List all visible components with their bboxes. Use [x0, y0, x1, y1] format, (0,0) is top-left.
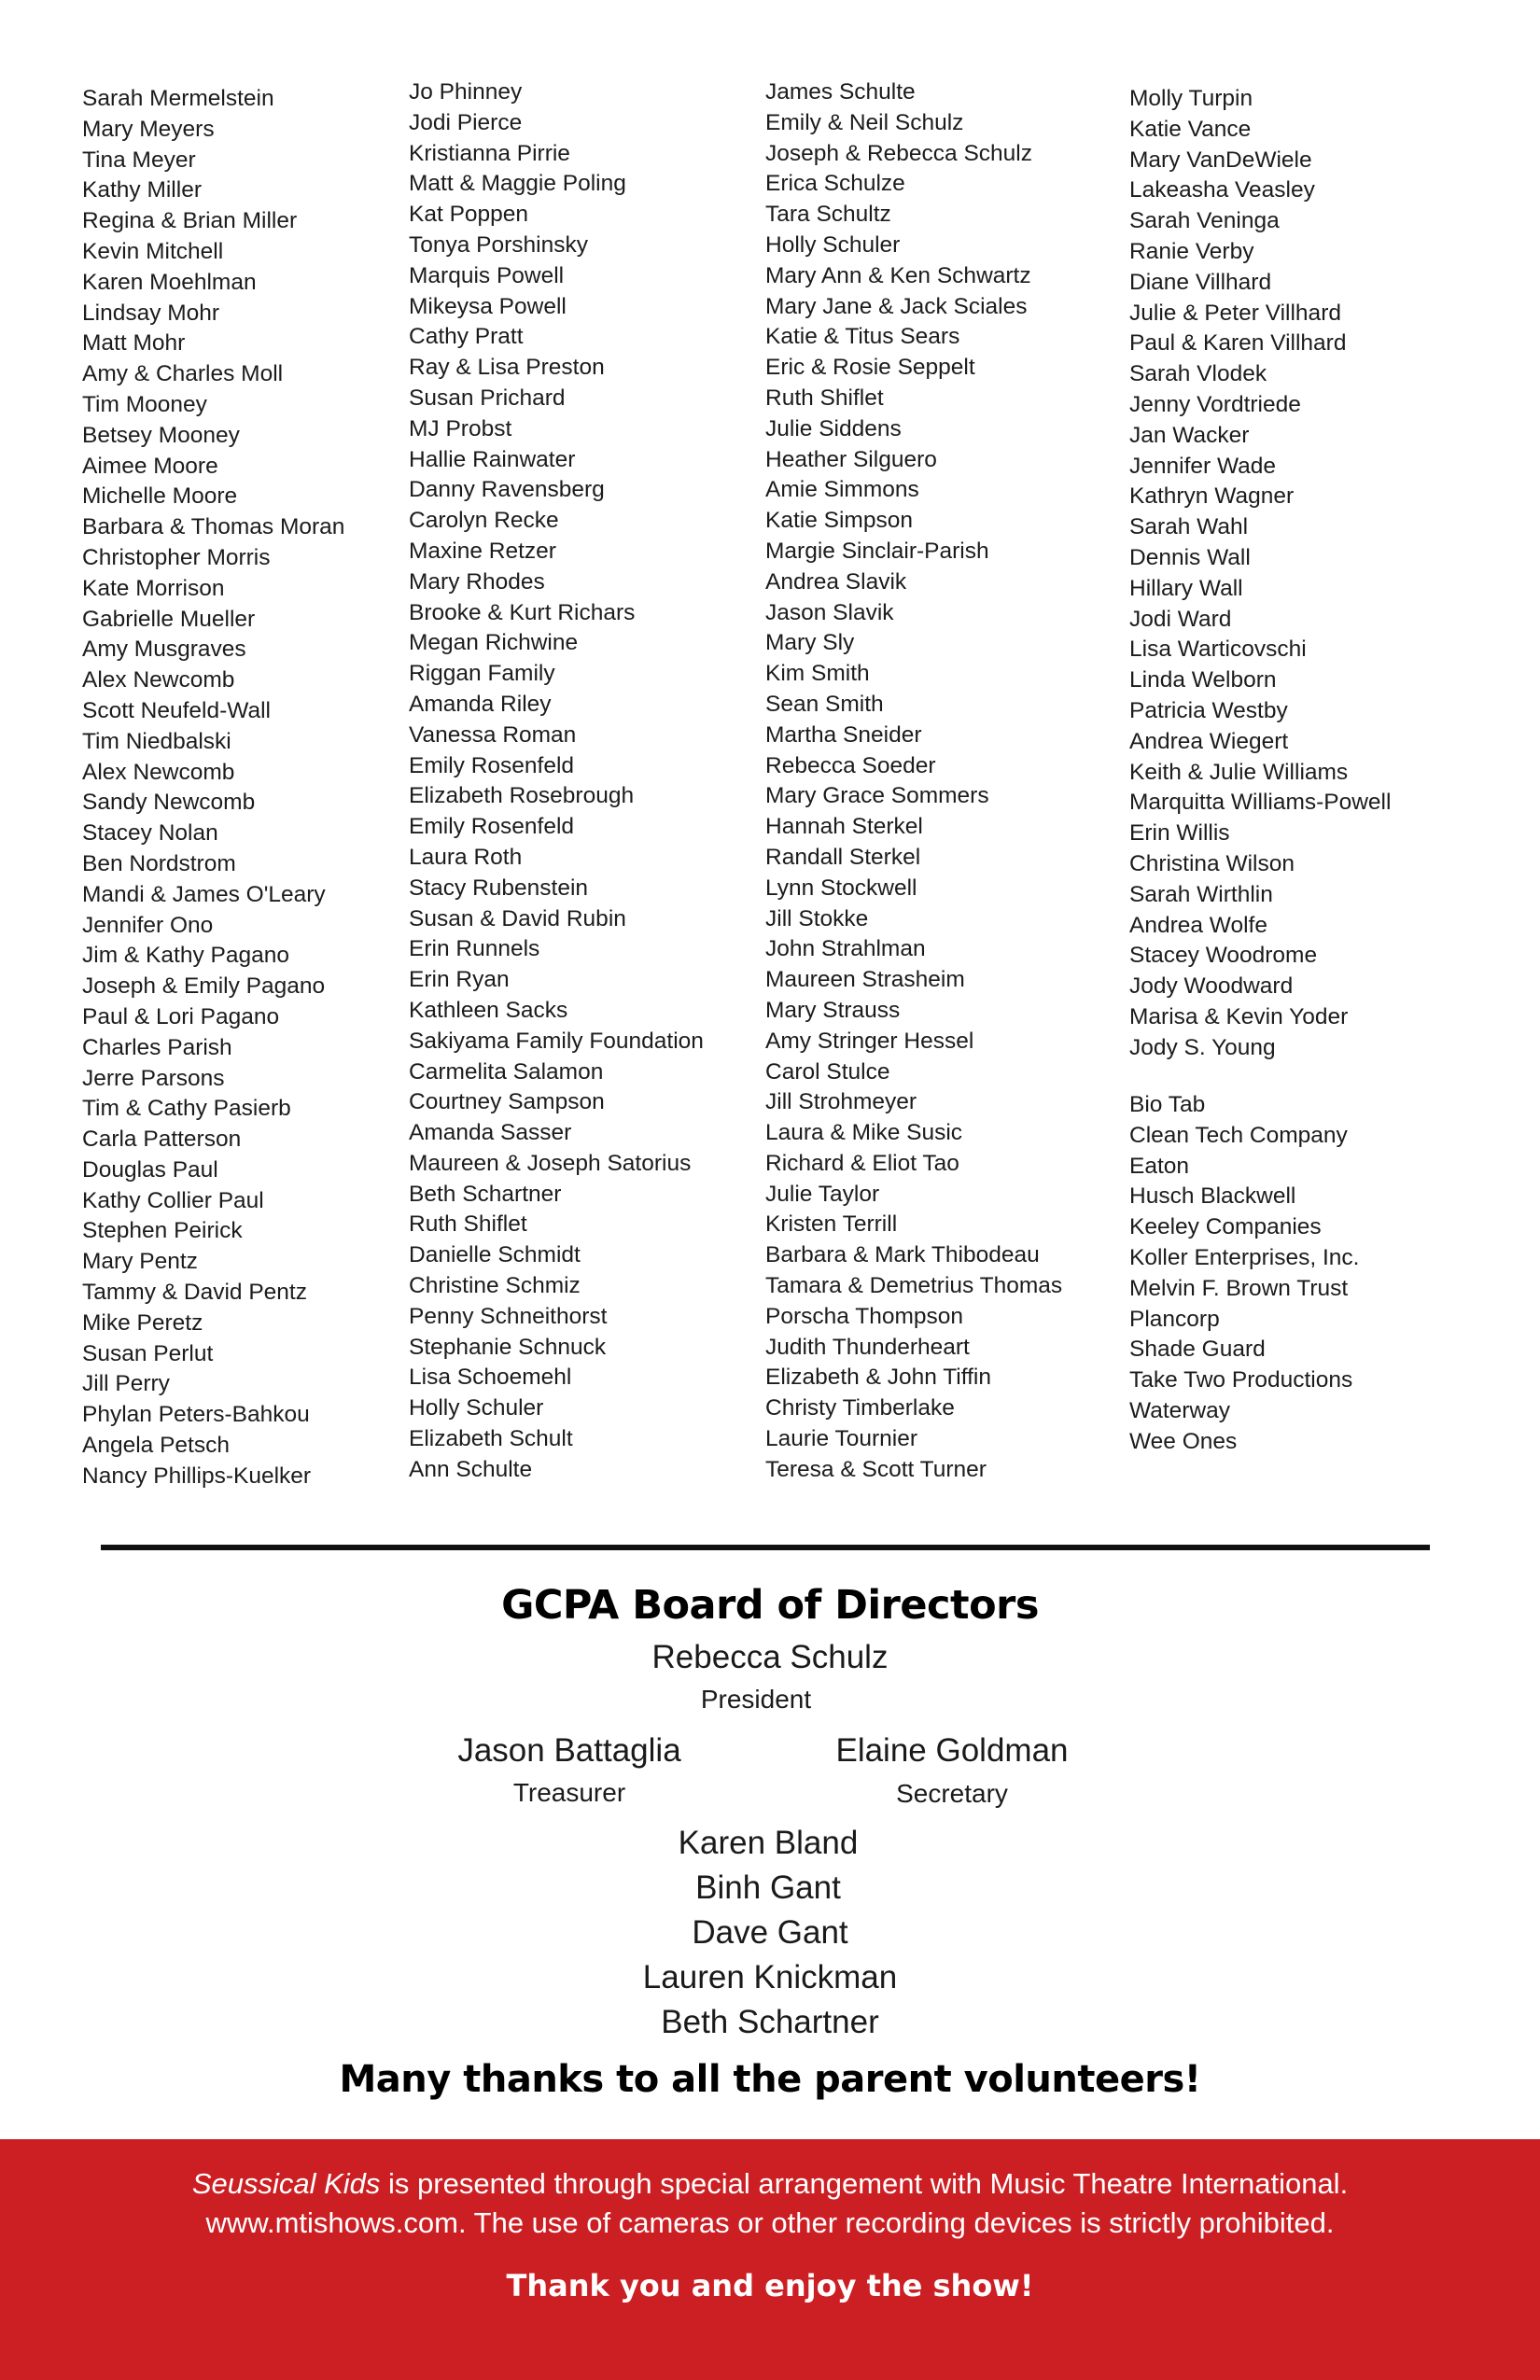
treasurer-name: Jason Battaglia — [457, 1732, 681, 1769]
patron-name: Rebecca Soeder — [765, 752, 936, 778]
patron-name: Kathleen Sacks — [409, 997, 568, 1023]
patron-name: Stacy Rubenstein — [409, 875, 589, 901]
secretary-role: Secretary — [896, 1779, 1008, 1808]
patron-name: Charles Parish — [82, 1034, 232, 1060]
patron-name: Koller Enterprises, Inc. — [1129, 1244, 1360, 1270]
patron-name: Plancorp — [1129, 1306, 1220, 1332]
patron-name: Stacey Nolan — [82, 820, 218, 847]
patron-name: Kevin Mitchell — [82, 238, 224, 264]
board-member: Karen Bland — [678, 1825, 859, 1861]
patron-name: Danny Ravensberg — [409, 477, 605, 503]
patron-name: Jodi Pierce — [409, 109, 523, 135]
board-title: GCPA Board of Directors — [501, 1582, 1039, 1629]
show-title: Seussical Kids — [191, 2167, 381, 2200]
patron-column-3 — [765, 77, 1062, 1486]
patron-name: Elizabeth Schult — [409, 1426, 573, 1452]
patron-name: Carol Stulce — [765, 1058, 890, 1085]
patron-name: Hallie Rainwater — [409, 446, 576, 472]
patron-name: Wee Ones — [1129, 1428, 1238, 1454]
footer-rights-line — [0, 2167, 1540, 2201]
patron-name: Molly Turpin — [1129, 86, 1253, 111]
patron-name: Beth Schartner — [409, 1181, 562, 1207]
patron-name: Sarah Mermelstein — [82, 86, 274, 111]
patron-name: Jill Strohmeyer — [765, 1089, 917, 1115]
patron-name: Tim & Cathy Pasierb — [82, 1096, 291, 1122]
patron-name: Mary Pentz — [82, 1249, 198, 1275]
patron-name: Megan Richwine — [409, 630, 579, 656]
patron-name: Martha Sneider — [765, 721, 922, 748]
patron-name: Jerre Parsons — [82, 1065, 225, 1091]
patron-name: Kat Poppen — [409, 202, 529, 228]
patron-name: Laura & Mike Susic — [765, 1120, 963, 1146]
patron-name: Emily & Neil Schulz — [765, 109, 964, 135]
patron-name: Take Two Productions — [1129, 1367, 1353, 1393]
patron-name: Christine Schmiz — [409, 1273, 581, 1299]
patron-name: Marquis Powell — [409, 262, 565, 288]
patron-name: Julie Taylor — [765, 1181, 880, 1207]
patron-name: Katie Vance — [1129, 116, 1252, 142]
patron-name: Carla Patterson — [82, 1127, 242, 1153]
patron-name: Linda Welborn — [1129, 667, 1277, 693]
patron-name: Teresa & Scott Turner — [765, 1456, 987, 1482]
patron-name: Maureen & Joseph Satorius — [409, 1150, 692, 1176]
patron-name: Elizabeth & John Tiffin — [765, 1365, 991, 1391]
patron-name: Lindsay Mohr — [82, 300, 220, 326]
patron-name: Judith Thunderheart — [765, 1334, 970, 1360]
patron-name: Husch Blackwell — [1129, 1183, 1296, 1210]
patron-name: Betsey Mooney — [82, 422, 240, 448]
patron-name: Holly Schuler — [409, 1395, 544, 1421]
volunteer-thanks: Many thanks to all the parent volunteers! — [339, 2058, 1201, 2101]
patron-name: Laura Roth — [409, 844, 523, 870]
board-member: Dave Gant — [692, 1914, 848, 1951]
patron-name: Julie Siddens — [765, 415, 902, 441]
patron-name: Erin Runnels — [409, 936, 540, 962]
patron-name: Tonya Porshinsky — [409, 231, 589, 258]
patron-name: Patricia Westby — [1129, 697, 1288, 723]
patron-name: Mary Jane & Jack Sciales — [765, 293, 1028, 319]
patron-name: Ranie Verby — [1129, 238, 1254, 264]
patron-name: Courtney Sampson — [409, 1089, 605, 1115]
patron-column-1 — [82, 84, 344, 1492]
board-member: Lauren Knickman — [642, 1959, 898, 1995]
treasurer-role: Treasurer — [512, 1778, 626, 1807]
patron-name: Marisa & Kevin Yoder — [1129, 1003, 1349, 1029]
patron-name: Scott Neufeld-Wall — [82, 697, 271, 723]
patron-name: Tamara & Demetrius Thomas — [765, 1273, 1063, 1299]
patron-name: Clean Tech Company — [1129, 1122, 1348, 1148]
patron-name: Amy Musgraves — [82, 637, 246, 663]
patron-name: Barbara & Mark Thibodeau — [765, 1242, 1040, 1268]
patron-name: Erin Ryan — [409, 967, 510, 993]
patron-name: Alex Newcomb — [82, 759, 235, 785]
patron-name: Jodi Ward — [1129, 606, 1232, 632]
patron-name: Amanda Sasser — [409, 1120, 572, 1146]
patron-name: Tim Niedbalski — [82, 728, 231, 754]
patron-name: Porscha Thompson — [765, 1303, 963, 1329]
patron-name: Randall Sterkel — [765, 844, 921, 870]
patron-name: Hannah Sterkel — [765, 814, 923, 840]
patron-name: Diane Villhard — [1129, 269, 1272, 295]
president-name: Rebecca Schulz — [651, 1639, 889, 1675]
patron-name: Tammy & David Pentz — [82, 1280, 307, 1306]
patron-name: Erin Willis — [1129, 820, 1230, 847]
patron-name: Andrea Wiegert — [1129, 728, 1289, 754]
patron-name: Amanda Riley — [409, 691, 552, 717]
patron-name: Sandy Newcomb — [82, 790, 256, 816]
patron-name: Mary Meyers — [82, 116, 215, 142]
patron-name: Paul & Lori Pagano — [82, 1003, 280, 1029]
patron-name: Stephanie Schnuck — [409, 1334, 607, 1360]
patron-name: Erica Schulze — [765, 171, 905, 197]
patron-name: Kristianna Pirrie — [409, 140, 570, 166]
patron-name: Tim Mooney — [82, 391, 207, 417]
patron-name: Susan Perlut — [82, 1340, 214, 1366]
patron-name: Waterway — [1129, 1397, 1231, 1423]
patron-name: Maureen Strasheim — [765, 967, 965, 993]
patron-name: Paul & Karen Villhard — [1129, 330, 1347, 357]
patron-name: Maxine Retzer — [409, 538, 556, 564]
patron-name: Lisa Schoemehl — [409, 1365, 572, 1391]
patron-name: Sarah Wahl — [1129, 514, 1249, 540]
patron-name: Jody S. Young — [1129, 1034, 1276, 1060]
patron-name: Tina Meyer — [82, 147, 196, 173]
patron-name: Sarah Vlodek — [1129, 361, 1267, 387]
patron-name: Susan & David Rubin — [409, 905, 626, 931]
business-sponsor-list — [1129, 1090, 1359, 1458]
patron-name: Emily Rosenfeld — [409, 814, 575, 840]
patron-name: Ben Nordstrom — [82, 850, 236, 876]
patron-name: Kathy Collier Paul — [82, 1187, 264, 1213]
patron-name: Margie Sinclair-Parish — [765, 538, 989, 564]
patron-name: Lakeasha Veasley — [1129, 177, 1315, 203]
patron-name: Karen Moehlman — [82, 269, 257, 295]
patron-name: Michelle Moore — [82, 483, 238, 510]
patron-name: Penny Schneithorst — [409, 1303, 608, 1329]
patron-name: Andrea Slavik — [765, 568, 907, 595]
patron-name: Jill Perry — [82, 1371, 170, 1397]
patron-name: John Strahlman — [765, 936, 926, 962]
patron-name: Dennis Wall — [1129, 544, 1251, 570]
patron-name: Matt & Maggie Poling — [409, 171, 626, 197]
patron-name: Sarah Wirthlin — [1129, 881, 1273, 907]
patron-name: MJ Probst — [409, 415, 512, 441]
patron-name: Mary Grace Sommers — [765, 783, 989, 809]
patron-name: Sakiyama Family Foundation — [409, 1028, 704, 1054]
patron-name: Vanessa Roman — [409, 721, 577, 748]
patron-name: Brooke & Kurt Richars — [409, 599, 636, 625]
board-member: Binh Gant — [695, 1869, 841, 1906]
patron-name: Stacey Woodrome — [1129, 943, 1318, 969]
patron-name: Ruth Shiflet — [409, 1211, 527, 1238]
patron-name: Gabrielle Mueller — [82, 606, 256, 632]
patron-name: Andrea Wolfe — [1129, 912, 1267, 938]
patron-name: Shade Guard — [1129, 1337, 1266, 1363]
patron-name: Ann Schulte — [409, 1456, 533, 1482]
patron-name: Jo Phinney — [409, 79, 523, 105]
patron-name: Keith & Julie Williams — [1129, 759, 1349, 785]
patron-name: Amy & Charles Moll — [82, 361, 284, 387]
patron-name: Richard & Eliot Tao — [765, 1150, 959, 1176]
footer-banner — [0, 2139, 1540, 2380]
patron-name: Jennifer Wade — [1129, 453, 1277, 479]
patron-name: Eaton — [1129, 1153, 1190, 1179]
patron-name: Riggan Family — [409, 661, 555, 687]
patron-name: James Schulte — [765, 79, 916, 105]
patron-name: Mikeysa Powell — [409, 293, 567, 319]
patron-name: Jennifer Ono — [82, 912, 214, 938]
patron-name: Julie & Peter Villhard — [1129, 300, 1341, 326]
patron-name: Mary Sly — [765, 630, 855, 656]
patron-name: Lisa Warticovschi — [1129, 637, 1307, 663]
patron-name: Susan Prichard — [409, 385, 566, 411]
patron-name: Jody Woodward — [1129, 973, 1294, 1000]
patron-name: Ray & Lisa Preston — [409, 355, 605, 381]
patron-name: Jenny Vordtriede — [1129, 391, 1301, 417]
patron-name: Christina Wilson — [1129, 850, 1295, 876]
patron-name: Phylan Peters-Bahkou — [82, 1402, 310, 1428]
patron-name: Douglas Paul — [82, 1156, 218, 1183]
patron-name: Katie Simpson — [765, 508, 913, 534]
patron-name: Jason Slavik — [765, 599, 894, 625]
patron-name: Amie Simmons — [765, 477, 919, 503]
patron-name: Regina & Brian Miller — [82, 208, 298, 234]
patron-name: Kristen Terrill — [765, 1211, 898, 1238]
patron-name: Mandi & James O'Leary — [82, 881, 326, 907]
patron-name: Mike Peretz — [82, 1309, 203, 1336]
patron-name: Jan Wacker — [1129, 422, 1250, 448]
patron-name: Danielle Schmidt — [409, 1242, 581, 1268]
patron-name: Amy Stringer Hessel — [765, 1028, 974, 1054]
patron-name: Kathy Miller — [82, 177, 202, 203]
president-role: President — [700, 1685, 812, 1714]
patron-name: Mary Rhodes — [409, 568, 545, 595]
patron-name: Lynn Stockwell — [765, 875, 917, 901]
patron-name: Cathy Pratt — [409, 324, 524, 350]
patron-name: Marquitta Williams-Powell — [1129, 790, 1392, 816]
patron-name: Heather Silguero — [765, 446, 937, 472]
patron-name: Emily Rosenfeld — [409, 752, 575, 778]
patron-name: Aimee Moore — [82, 453, 218, 479]
patron-name: Melvin F. Brown Trust — [1129, 1275, 1349, 1301]
patron-name: Jim & Kathy Pagano — [82, 943, 289, 969]
patron-name: Tara Schultz — [765, 202, 891, 228]
patron-name: Mary Ann & Ken Schwartz — [765, 262, 1031, 288]
patron-name: Angela Petsch — [82, 1433, 230, 1459]
patron-name: Mary Strauss — [765, 997, 901, 1023]
section-divider — [101, 1545, 1430, 1550]
patron-column-4 — [1129, 84, 1391, 1064]
secretary-name: Elaine Goldman — [835, 1732, 1069, 1769]
patron-name: Barbara & Thomas Moran — [82, 514, 345, 540]
patron-name: Laurie Tournier — [765, 1426, 917, 1452]
board-member: Beth Schartner — [661, 2004, 879, 2040]
patron-name: Elizabeth Rosebrough — [409, 783, 635, 809]
patron-name: Sarah Veninga — [1129, 208, 1280, 234]
patron-name: Kim Smith — [765, 661, 870, 687]
patron-name: Hillary Wall — [1129, 575, 1243, 601]
patron-name: Joseph & Rebecca Schulz — [765, 140, 1032, 166]
footer-closing: Thank you and enjoy the show! — [506, 2268, 1034, 2303]
patron-name: Alex Newcomb — [82, 667, 235, 693]
patron-name: Eric & Rosie Seppelt — [765, 355, 975, 381]
patron-name: Keeley Companies — [1129, 1214, 1322, 1240]
patron-name: Stephen Peirick — [82, 1218, 243, 1244]
patron-name: Kate Morrison — [82, 575, 225, 601]
patron-name: Mary VanDeWiele — [1129, 147, 1312, 173]
patron-name: Holly Schuler — [765, 231, 901, 258]
patron-name: Sean Smith — [765, 691, 884, 717]
patron-name: Katie & Titus Sears — [765, 324, 960, 350]
patron-name: Carolyn Recke — [409, 508, 559, 534]
patron-name: Matt Mohr — [82, 330, 186, 357]
patron-name: Christopher Morris — [82, 544, 271, 570]
patron-name: Ruth Shiflet — [765, 385, 884, 411]
patron-name: Carmelita Salamon — [409, 1058, 604, 1085]
patron-column-2 — [409, 77, 704, 1486]
patron-name: Kathryn Wagner — [1129, 483, 1295, 510]
patron-name: Christy Timberlake — [765, 1395, 955, 1421]
patron-name: Joseph & Emily Pagano — [82, 973, 326, 1000]
patron-name: Nancy Phillips-Kuelker — [82, 1463, 312, 1489]
patron-name: Bio Tab — [1129, 1092, 1206, 1117]
patron-name: Jill Stokke — [765, 905, 869, 931]
footer-recording-notice: www.mtishows.com. The use of cameras or other recording devices is strictly prohibited. — [205, 2206, 1335, 2239]
footer-rights-text: is presented through special arrangement with Music Theatre International. — [380, 2167, 1349, 2200]
